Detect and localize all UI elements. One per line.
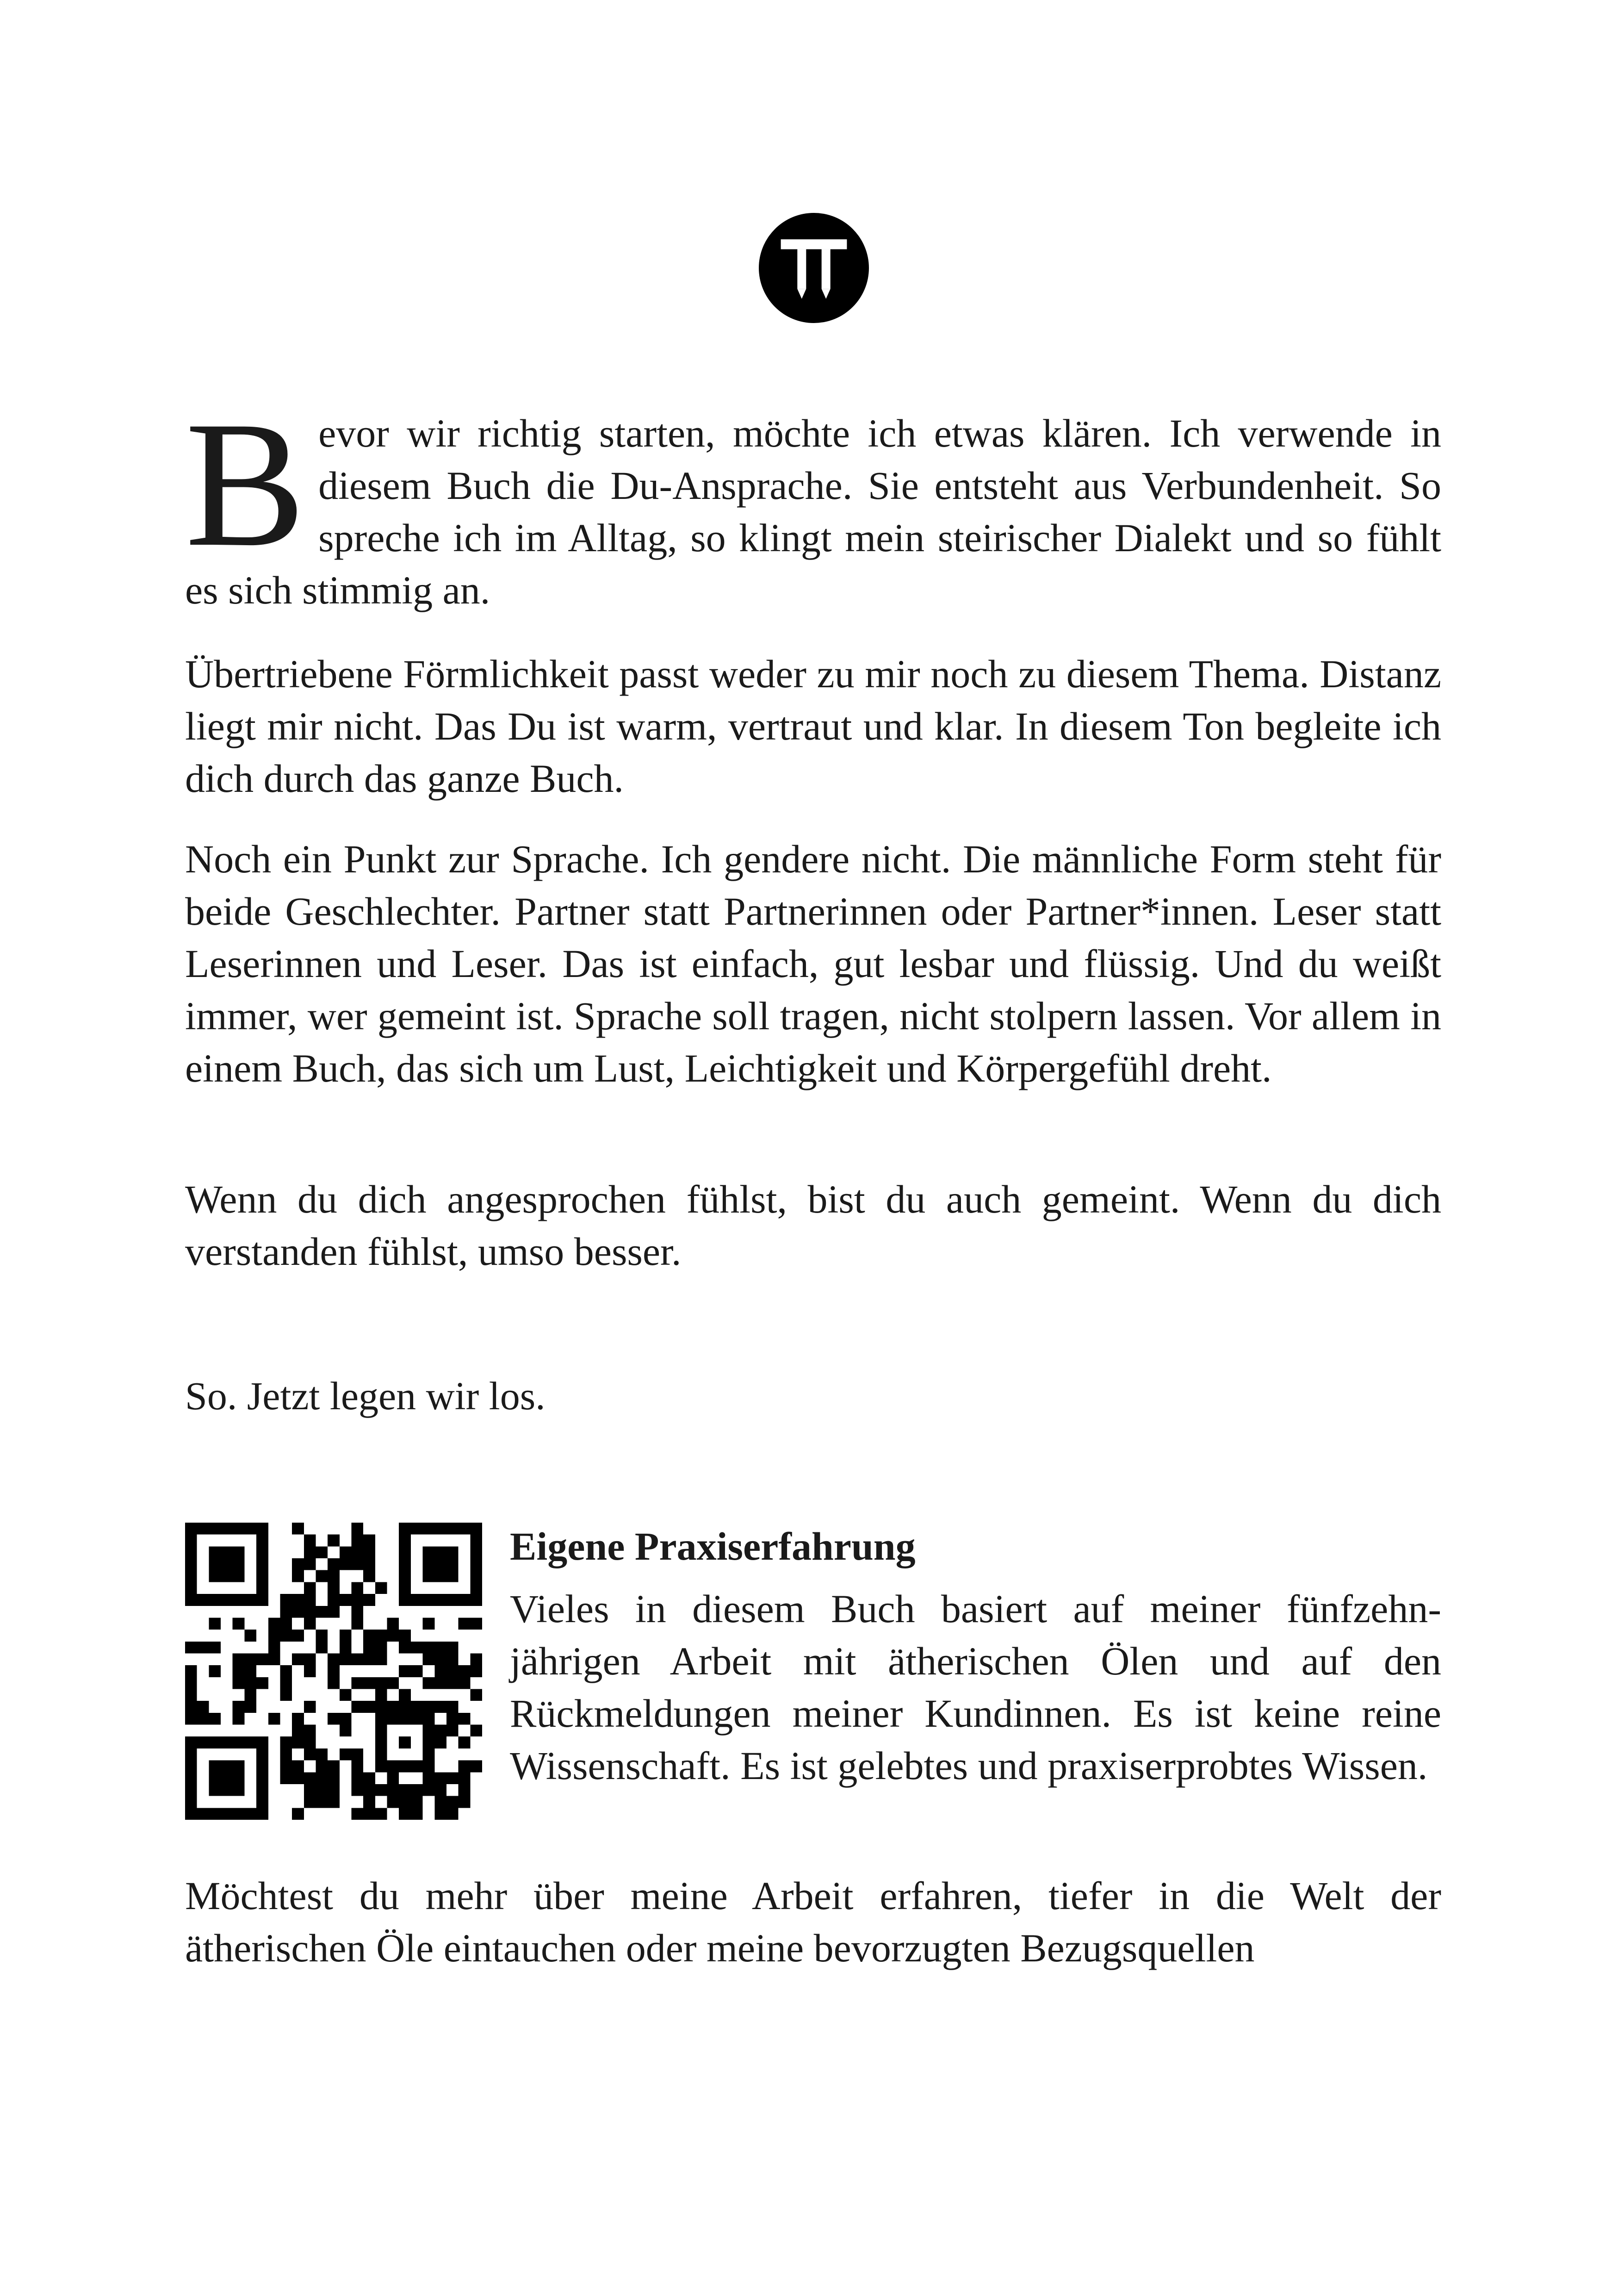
paragraph-formality: Übertriebene Förmlichkeit passt weder zu mir noch zu diesem Thema. Distanz liegt mir nicht. Das Du ist warm, vertraut und klar. In diesem Ton begleite ich dich durch das ganze Buch. [185,652,1441,801]
paragraph-addressed: Wenn du dich angesprochen fühlst, bist du auch gemeint. Wenn du dich verstanden fühlst, umso besser. [185,1177,1441,1274]
intro-paragraph-text: evor wir richtig starten, möchte ich etwas klären. Ich verwende in diesem Buch die Du-Ansprache. Sie entsteht aus Verbundenheit. So spreche ich im Alltag, so klingt mein steirischer Dialekt und so fühlt es sich stimmig an. [185,411,1441,612]
paragraph-gender: Noch ein Punkt zur Sprache. Ich gendere nicht. Die männliche Form steht für beide Geschlechter. Partner statt Partnerinnen oder Partner*innen. Leser statt Leserinnen und Leser. Das ist einfach, gut lesbar und flüssig. Und du weißt immer, wer gemeint ist. Sprache soll tragen, nicht stolpern lassen. Vor allem in einem Buch, das sich um Lust, Leichtigkeit und Körpergefühl dreht. [185,837,1441,1090]
qr-code-icon [185,1523,482,1820]
qr-box-text: Vieles in diesem Buch basiert auf meiner fünfzehnjährigen Arbeit mit ätherischen Ölen und auf den Rückmeldungen meiner Kundinnen. Es ist keine reine Wissenschaft. Es ist gelebtes und praxiserprobtes Wissen. [510,1587,1441,1788]
closing-line: So. Jetzt legen wir los. [185,1374,546,1418]
intro-paragraph [185,384,1441,616]
footer-paragraph: Möchtest du mehr über meine Arbeit erfahren, tiefer in die Welt der ätherischen Öle eintauchen oder meine bevorzugten Bezugsquellen [185,1873,1441,1970]
section-heading: Eigene Praxiserfahrung [510,1524,916,1568]
tt-monogram-icon [759,213,869,323]
drop-cap: B [185,384,306,584]
